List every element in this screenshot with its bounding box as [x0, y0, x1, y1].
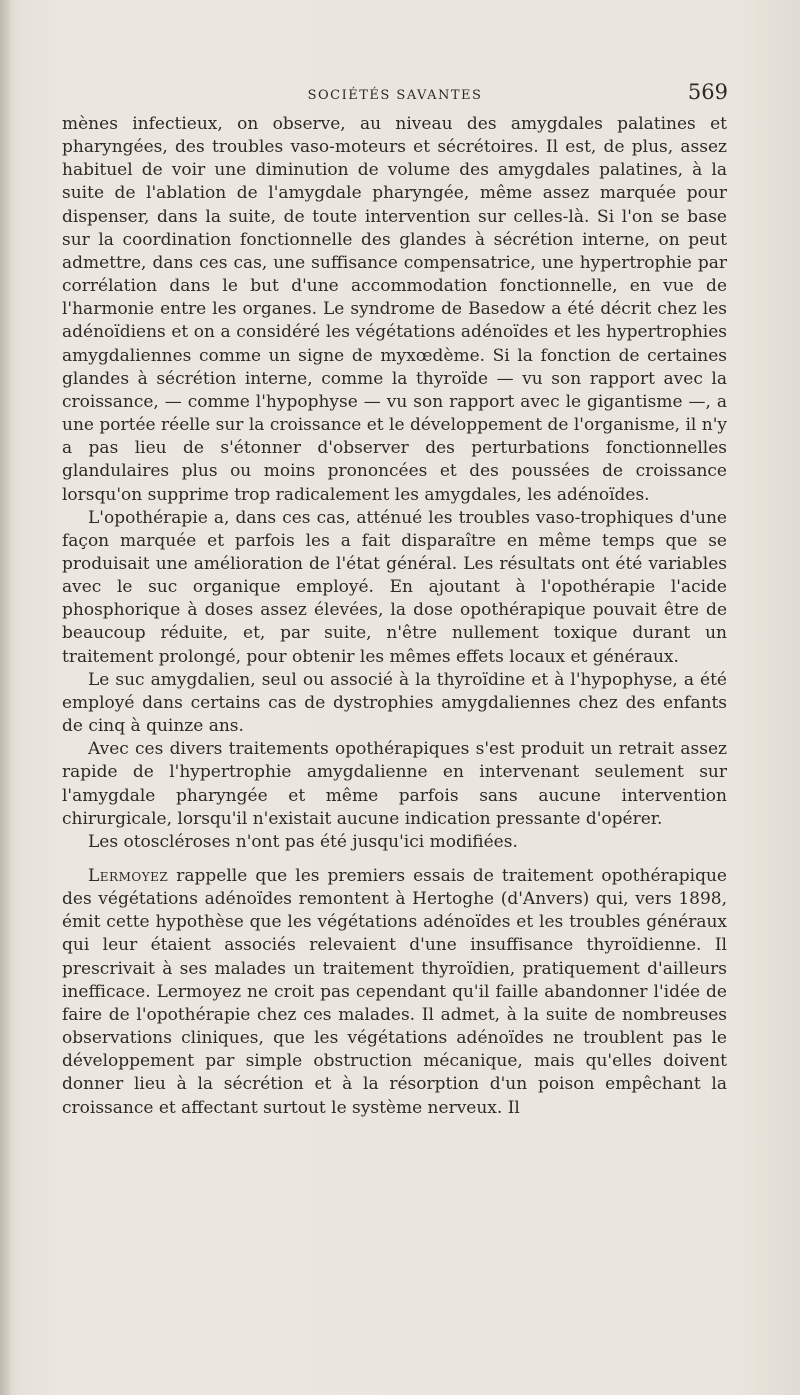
paragraph: L'opothérapie a, dans ces cas, atténué les troubles vaso-trophiques d'une façon marquée et parfois les a fait disparaître en même temps que se produisait une amélioration de l'état général. Les résultats ont été variables avec le suc organique employé. En ajoutant à l'opothérapie l'acide phosphorique à doses assez élevées, la dose opothérapique pouvait être de beaucoup réduite, et, par suite, n'être nullement toxique durant un traitement prolongé, pour obtenir les mêmes effets locaux et généraux.: [62, 507, 727, 667]
paragraph: Les otoscléroses n'ont pas été jusqu'ici modifiées.: [88, 831, 518, 852]
paragraph: Le suc amygdalien, seul ou associé à la thyroïdine et à l'hypophyse, a été employé dans certains cas de dystrophies amygdaliennes chez des enfants de cinq à quinze ans.: [62, 669, 727, 737]
paragraph: Avec ces divers traitements opothérapiques s'est produit un retrait assez rapide de l'hypertrophie amygdalienne en intervenant seulement sur l'amygdale pharyngée et même parfois sans aucune intervention chirurgicale, lorsqu'il n'existait aucune indication pressante d'opérer.: [62, 739, 727, 829]
running-title: SOCIÉTÉS SAVANTES: [307, 88, 483, 103]
body-text: [62, 113, 727, 1120]
paragraph-text: rappelle que les premiers essais de traitement opothérapique des végétations adénoïdes remontent à Hertoghe (d'Anvers) qui, vers 1898, émit cette hypothèse que les végétations adénoïdes et les troubles généraux qui leur étaient associés relevaient d'une insuffisance thyroïdienne. Il prescrivait à ses malades un traitement thyroïdien, pratiquement d'ailleurs inefficace. Lermoyez ne croit pas cependant qu'il faille abandonner l'idée de faire de l'opothérapie chez ces malades. Il admet, à la suite de nombreuses observations cliniques, que les végétations adénoïdes ne troublent pas le développement par simple obstruction mécanique, mais qu'elles doivent donner lieu à la sécrétion et à la résorption d'un poison empêchant la croissance et affectant surtout le système nerveux. Il: [62, 866, 727, 1118]
paragraph: [62, 865, 727, 1120]
speaker-name: Lermoyez: [88, 866, 169, 886]
page-spine-shadow: [0, 0, 10, 1395]
page-number: 569: [687, 80, 728, 104]
page-header: [62, 78, 728, 108]
paragraph: mènes infectieux, on observe, au niveau des amygdales palatines et pharyngées, des troubles vaso-moteurs et sécrétoires. Il est, de plus, assez habituel de voir une diminution de volume des amygdales palatines, à la suite de l'ablation de l'amygdale pharyngée, même assez marquée pour dispenser, dans la suite, de toute intervention sur celles-là. Si l'on se base sur la coordination fonctionnelle des glandes à sécrétion interne, on peut admettre, dans ces cas, une suffisance compensatrice, une hypertrophie par corrélation dans le but d'une accommodation fonctionnelle, en vue de l'harmonie entre les organes. Le syndrome de Basedow a été décrit chez les adénoïdiens et on a considéré les végétations adénoïdes et les hypertrophies amygdaliennes comme un signe de myxœdème. Si la fonction de certaines glandes à sécrétion interne, comme la thyroïde — vu son rapport avec la croissance, — comme l'hypophyse — vu son rapport avec le gigantisme —, a une portée réelle sur la croissance et le développement de l'organisme, il n'y a pas lieu de s'étonner d'observer des perturbations fonctionnelles glandulaires plus ou moins prononcées et des poussées de croissance lorsqu'on supprime trop radicalement les amygdales, les adénoïdes.: [62, 114, 727, 505]
